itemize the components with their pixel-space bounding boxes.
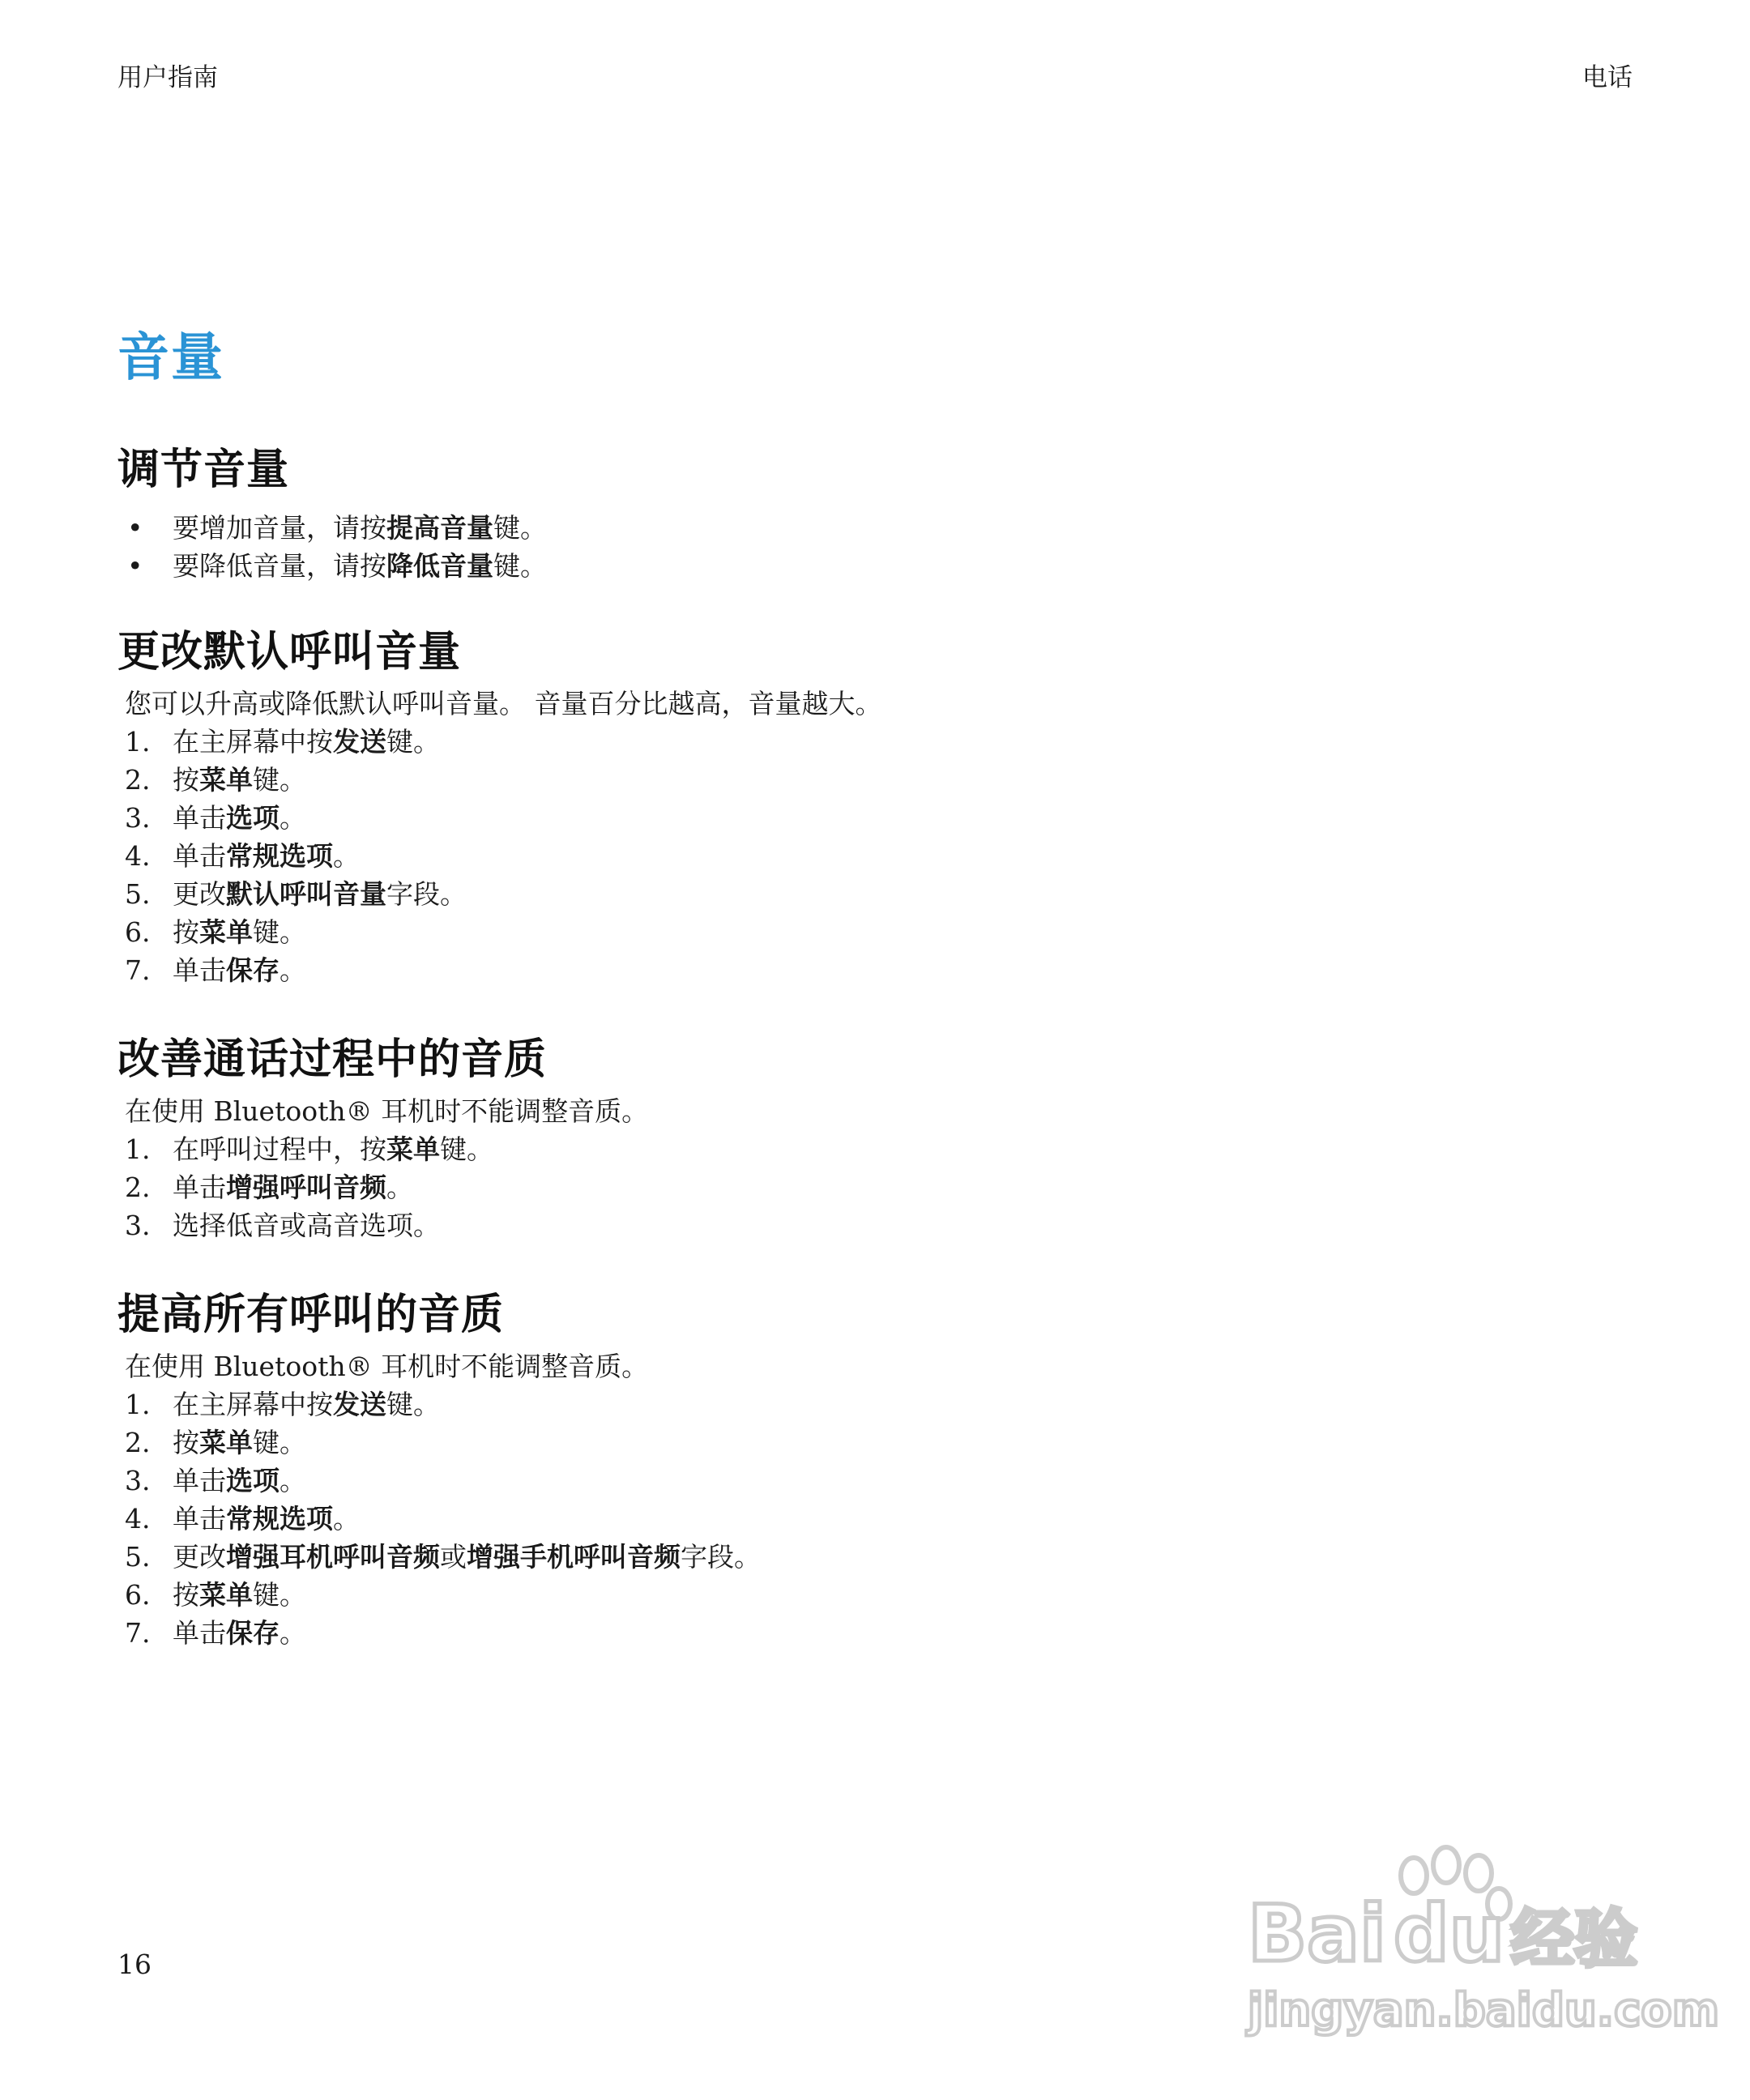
list-item: 7. 单击保存。	[125, 1617, 306, 1649]
section-heading: 更改默认呼叫音量	[117, 628, 462, 677]
page-number: 16	[117, 1948, 152, 1980]
section-intro: 在使用 Bluetooth® 耳机时不能调整音质。	[125, 1095, 649, 1127]
list-item: • 要增加音量，请按提高音量键。	[117, 509, 1576, 547]
section-intro: 您可以升高或降低默认呼叫音量。 音量百分比越高，音量越大。	[125, 688, 882, 719]
bullet-icon: •	[127, 550, 143, 582]
step-list	[117, 1130, 1576, 1244]
page-title: 音量	[117, 328, 224, 388]
bullet-list	[117, 509, 1576, 585]
bullet-icon: •	[127, 512, 143, 544]
list-item: 2. 按菜单键。	[125, 1427, 306, 1458]
section-heading: 提高所有呼叫的音质	[117, 1291, 505, 1339]
list-item: 6. 按菜单键。	[125, 916, 306, 948]
step-list	[117, 1385, 1576, 1652]
section-adjust-volume	[117, 438, 1576, 585]
list-item: 2. 单击增强呼叫音频。	[125, 1172, 413, 1203]
svg-text:经验: 经验	[1511, 1903, 1638, 1976]
list-item: 4. 单击常规选项。	[125, 1503, 360, 1534]
section-improve-all-calls	[117, 1283, 1576, 1652]
list-item: 3. 选择低音或高音选项。	[125, 1210, 440, 1241]
list-item: • 要降低音量，请按降低音量键。	[117, 547, 1576, 585]
list-item: 7. 单击保存。	[125, 954, 306, 986]
list-item: 3. 单击选项。	[125, 1465, 306, 1496]
section-intro: 在使用 Bluetooth® 耳机时不能调整音质。	[125, 1351, 649, 1382]
section-default-call-volume	[117, 620, 1576, 989]
list-item: 1. 在呼叫过程中，按菜单键。	[125, 1133, 493, 1165]
step-list	[117, 723, 1576, 989]
watermark-brand: Bai	[1248, 1889, 1386, 1979]
section-heading: 调节音量	[117, 446, 290, 494]
baidu-jingyan-watermark	[1240, 1839, 1720, 2042]
list-item: 4. 单击常规选项。	[125, 840, 360, 872]
list-item: 2. 按菜单键。	[125, 764, 306, 796]
svg-text:du: du	[1394, 1889, 1505, 1979]
list-item: 3. 单击选项。	[125, 802, 306, 834]
section-heading: 改善通话过程中的音质	[117, 1035, 548, 1084]
header-chapter-title: 电话	[1582, 63, 1633, 92]
list-item: 1. 在主屏幕中按发送键。	[125, 1389, 440, 1420]
section-improve-call-audio	[117, 1027, 1576, 1244]
list-item: 5. 更改增强耳机呼叫音频或增强手机呼叫音频字段。	[125, 1541, 761, 1573]
list-item: 1. 在主屏幕中按发送键。	[125, 726, 440, 758]
list-item: 6. 按菜单键。	[125, 1579, 306, 1611]
watermark-url: jingyan.baidu.com	[1248, 1984, 1720, 2037]
list-item: 5. 更改默认呼叫音量字段。	[125, 878, 467, 910]
header-guide-title: 用户指南	[117, 63, 218, 92]
